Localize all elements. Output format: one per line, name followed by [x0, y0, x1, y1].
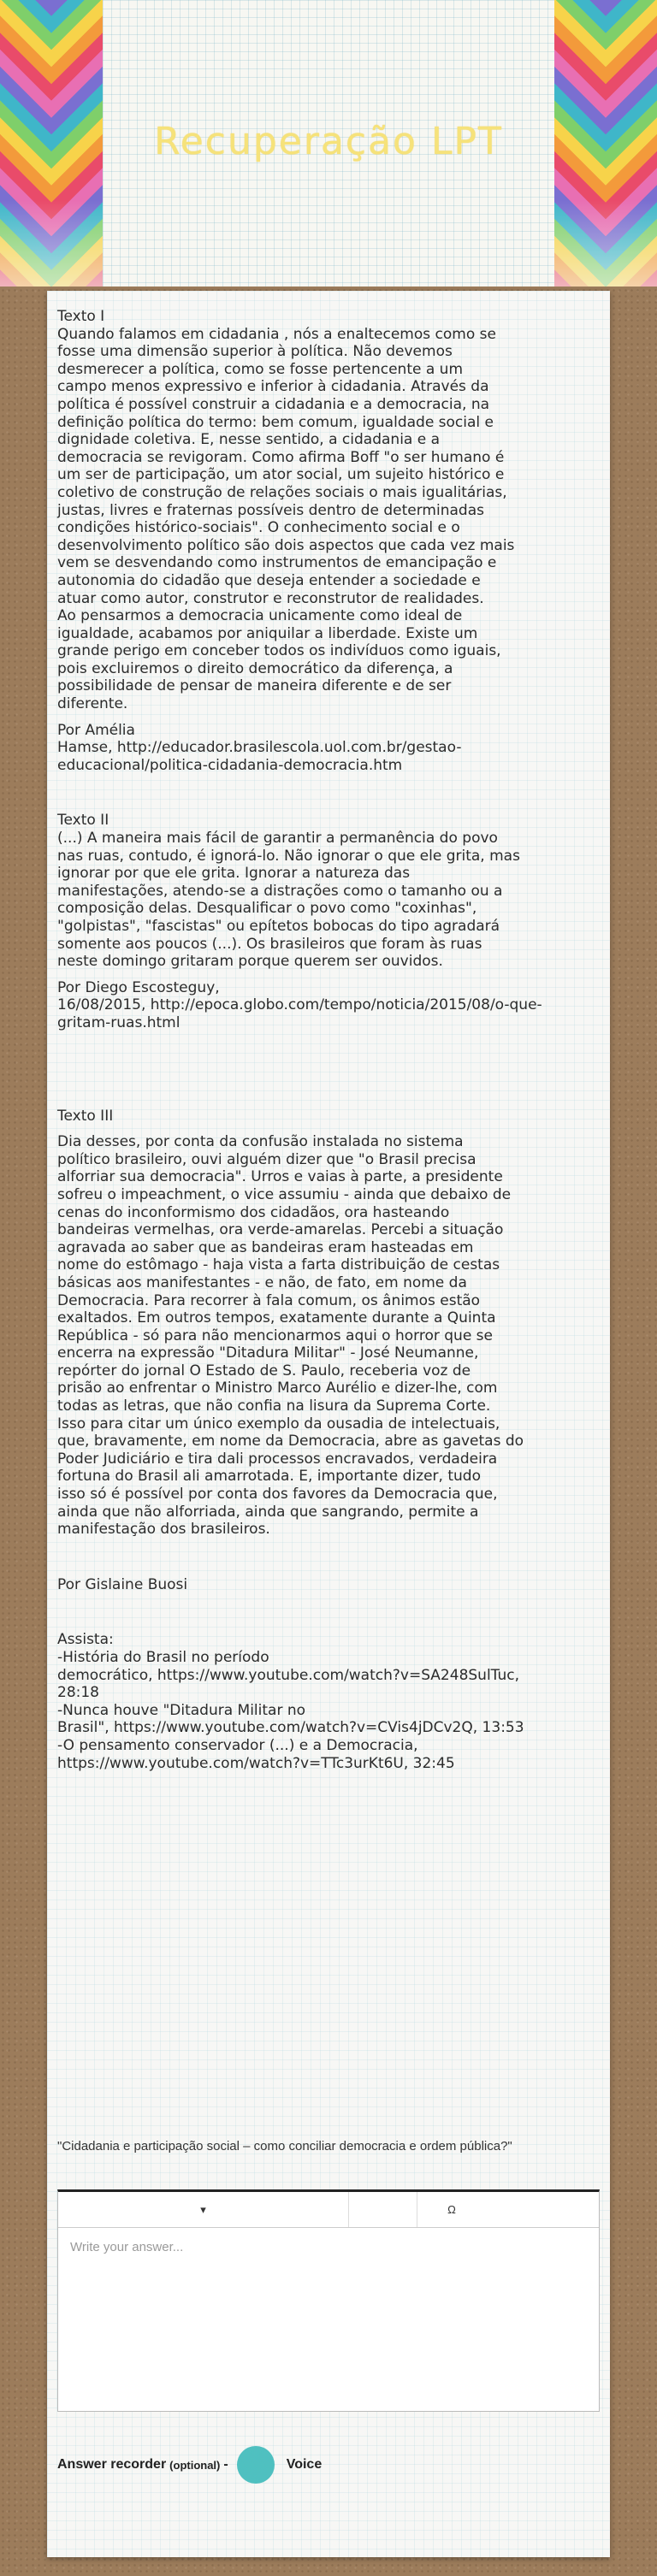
page-title: Recuperação LPT	[154, 120, 503, 163]
toolbar-spacer	[349, 2192, 417, 2227]
header-banner	[0, 0, 657, 287]
article-content	[57, 308, 600, 1772]
text-2-source: Por Diego Escosteguy, 16/08/2015, http://epoca.globo.com/tempo/noticia/2015/08/o-que- gritam-ruas.html	[57, 978, 542, 1031]
text-1-heading: Texto I	[57, 308, 105, 325]
question-prompt: "Cidadania e participação social – como conciliar democracia e ordem pública?"	[57, 2139, 512, 2154]
answer-editor	[57, 2189, 600, 2412]
text-2-heading: Texto II	[57, 812, 110, 830]
recorder-optional: (optional)	[169, 2458, 221, 2472]
watch-heading: Assista:	[57, 1631, 114, 1649]
answer-input[interactable]	[58, 2228, 599, 2413]
text-1	[57, 308, 600, 774]
text-3	[57, 1108, 600, 1594]
recorder-dash: -	[223, 2457, 228, 2472]
special-character-button[interactable]	[417, 2192, 486, 2227]
text-2	[57, 812, 600, 1031]
format-dropdown[interactable]	[58, 2192, 349, 2227]
watch-section	[57, 1631, 600, 1772]
text-1-source: Por Amélia Hamse, http://educador.brasilescola.uol.com.br/gestao- educacional/politica-cidadania-democracia.htm	[57, 721, 462, 774]
answer-recorder	[57, 2446, 600, 2484]
text-3-heading: Texto III	[57, 1107, 114, 1125]
text-3-source: Por Gislaine Buosi	[57, 1575, 188, 1593]
chevron-pattern-left	[0, 0, 103, 287]
chevron-pattern-right	[554, 0, 657, 287]
text-2-body: (...) A maneira mais fácil de garantir a permanência do povo nas ruas, contudo, é ignorá-lo. Não ignorar o que ele grita, mas ignorar por que ele grita. Ignorar a natureza das manifestações, atendo-se a distrações como o tamanho ou a composição delas. Desqualificar o povo como "coxinhas", "golpistas", "fascistas" ou epítetos bobocas do tipo agradará somente aos poucos (...). Os brasileiros que foram às ruas neste domingo gritaram porque querem ser ouvidos.	[57, 830, 520, 971]
recorder-label: Answer recorder	[57, 2457, 167, 2472]
editor-toolbar	[58, 2192, 599, 2228]
recorder-voice-label: Voice	[286, 2457, 323, 2472]
chevron-down-icon: ▾	[200, 2202, 206, 2216]
content-card	[47, 291, 610, 2557]
omega-icon: Ω	[447, 2203, 456, 2216]
record-voice-button[interactable]	[237, 2446, 275, 2484]
text-3-body: Dia desses, por conta da confusão instalada no sistema político brasileiro, ouvi alguém dizer que "o Brasil precisa alforriar sua democracia". Urros e vaias à parte, a presidente sofreu o impeachment, o vice assumiu - ainda que debaixo de cenas do inconformismo dos cidadãos, ora hasteando bandeiras vermelhas, ora verde-amarelas. Percebi a situação agravada ao saber que as bandeiras eram hasteadas em nome do estômago - haja vista a farta distribuição de cestas básicas aos manifestantes - e não, de fato, em nome da Democracia. Para recorrer à fala comum, os ânimos estão exaltados. Em outros tempos, exatamente durante a Quinta República - só para não mencionarmos aqui o horror que se encerra na expressão "Ditadura Militar" - José Neumanne, repórter do jornal O Estado de S. Paulo, receberia voz de prisão ao enfrentar o Ministro Marco Aurélio e dizer-lhe, com todas as letras, que não confia na lisura da Suprema Corte. Isso para citar um único exemplo da ousadia de intelectuais, que, bravamente, em nome da Democracia, abre as gavetas do Poder Judiciário e tira dali processos encravados, verdadeira fortuna do Brasil ali amarrotada. E, importante dizer, tudo isso só é possível por conta dos favores da Democracia que, ainda que não alforriada, ainda que sangrando, permite a manifestação dos brasileiros.	[57, 1133, 524, 1539]
watch-list: -História do Brasil no período democrático, https://www.youtube.com/watch?v=SA248SulTuc, 28:18 -Nunca houve "Ditadura Militar no Brasil", https://www.youtube.com/watch?v=CVis4jDCv2Q, 13:53 -O pensamento conservador (...) e a Democracia, https://www.youtube.com/watch?v=TTc3urKt6U, 32:45	[57, 1649, 524, 1772]
text-1-body: Quando falamos em cidadania , nós a enaltecemos como se fosse uma dimensão superior à política. Não devemos desmerecer a política, como se fosse pertencente a um campo menos expressivo e inferior à cidadania. Através da política é possível construir a cidadania e a democracia, na definição política do termo: bem comum, igualdade social e dignidade coletiva. E, nesse sentido, a cidadania e a democracia se revigoram. Como afirma Boff "o ser humano é um ser de participação, um ator social, um sujeito histórico e coletivo de construção de relações sociais o mais igualitárias, justas, livres e fraternas possíveis dentro de determinadas condições histórico-sociais". O conhecimento social e o desenvolvimento político são dois aspectos que cada vez mais vem se desvendando como instrumentos de emancipação e autonomia do cidadão que deseja entender a sociedade e atuar como autor, construtor e reconstrutor de realidades. Ao pensarmos a democracia unicamente como ideal de igualdade, acabamos por aniquilar a liberdade. Existe um grande perigo em conceber todos os indivíduos como iguais, pois excluiremos o direito democrático da diferença, a possibilidade de pensar de maneira diferente e de ser diferente.	[57, 325, 515, 713]
